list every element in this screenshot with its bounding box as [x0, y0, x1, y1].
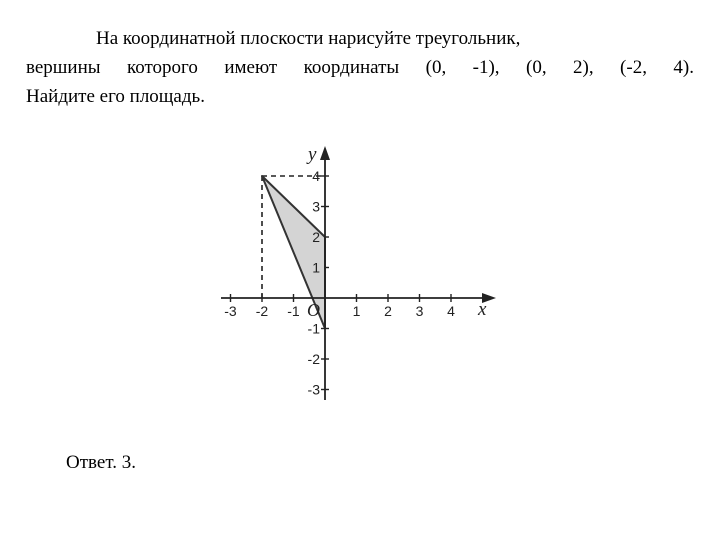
y-axis-label: y [308, 144, 317, 165]
x-tick-label: -2 [255, 303, 269, 319]
y-axis-arrow [320, 146, 330, 160]
axis-ticks [231, 176, 452, 390]
problem-line-2: вершины которого имеют координаты (0, -1), (0, 2), (-2, 4). [26, 57, 694, 78]
answer-text: Ответ. 3. [66, 452, 136, 473]
x-tick-label: 3 [415, 303, 424, 319]
x-axis-label: x [478, 299, 487, 320]
tick-labels [224, 168, 455, 398]
y-tick-label: -2 [307, 351, 320, 367]
x-tick-label: 2 [384, 303, 392, 319]
y-tick-label: 1 [312, 259, 320, 276]
x-tick-label: -1 [287, 303, 300, 319]
origin-label: O [307, 300, 320, 320]
x-tick-label: 4 [447, 303, 455, 319]
y-tick-label: 2 [312, 229, 320, 245]
x-tick-label: 1 [352, 303, 361, 319]
y-tick-label: -1 [307, 320, 320, 337]
y-tick-label: 3 [312, 198, 320, 215]
x-tick-label: -3 [224, 303, 237, 319]
problem-line-1: На координатной плоскости нарисуйте треугольник, [96, 28, 521, 49]
problem-line-3: Найдите его площадь. [26, 86, 205, 107]
y-tick-label: 4 [312, 168, 320, 184]
y-tick-label: -3 [307, 381, 320, 398]
